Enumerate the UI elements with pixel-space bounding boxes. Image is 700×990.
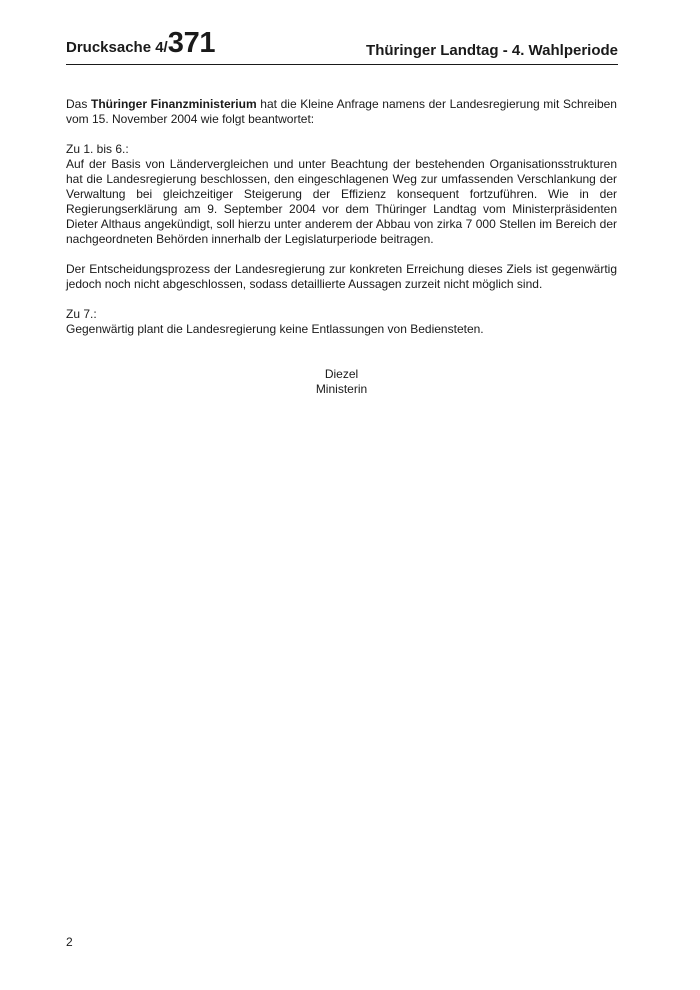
intro-post: hat die Kleine Anfrage namens der Landesregierung mit Schreiben vom 15. November 2004 wie folgt beantwortet: <box>66 97 617 126</box>
answer-1-6-paragraph-2: Der Entscheidungsprozess der Landesregierung zur konkreten Erreichung dieses Ziels ist gegenwärtig jedoch noch nicht abgeschlossen, sodass detaillierte Aussagen zurzeit nicht möglich sind. <box>66 262 617 291</box>
answer-7-text: Gegenwärtig plant die Landesregierung keine Entlassungen von Bediensteten. <box>66 322 484 336</box>
signature-block <box>0 367 683 397</box>
ministry-name: Thüringer Finanzministerium <box>90 97 257 111</box>
document-number-value: 371 <box>167 27 216 59</box>
answer-1-6-heading: Zu 1. bis 6.: <box>66 142 129 156</box>
signatory-title: Ministerin <box>315 382 368 396</box>
page-header <box>66 27 618 65</box>
answer-7-section <box>66 307 617 337</box>
answer-1-6-section <box>66 142 617 247</box>
intro-pre: Das <box>66 97 91 111</box>
parliament-title: Thüringer Landtag - 4. Wahlperiode <box>366 42 618 59</box>
document-body <box>66 97 617 337</box>
answer-1-6-paragraph-1: Auf der Basis von Ländervergleichen und unter Beachtung der bestehenden Organisationsstrukturen hat die Landesregierung beschlossen, den eingeschlagenen Weg zur umfassenden Verschlankung der Verwaltung bei gleichzeitiger Steigerung der Effizienz konsequent fortzuführen. Wie in der Regierungserklärung am 9. September 2004 vor dem Thüringer Landtag vom Ministerpräsidenten Dieter Althaus angekündigt, soll hierzu unter anderem der Abbau von zirka 7 000 Stellen im Bereich der nachgeordneten Behörden innerhalb der Legislaturperiode beitragen. <box>66 157 617 246</box>
intro-paragraph <box>66 97 617 127</box>
signatory-name: Diezel <box>324 367 359 381</box>
document-number <box>66 27 215 60</box>
answer-7-heading: Zu 7.: <box>66 307 97 321</box>
page-number: 2 <box>66 935 73 949</box>
document-number-prefix: Drucksache 4/ <box>66 39 168 56</box>
